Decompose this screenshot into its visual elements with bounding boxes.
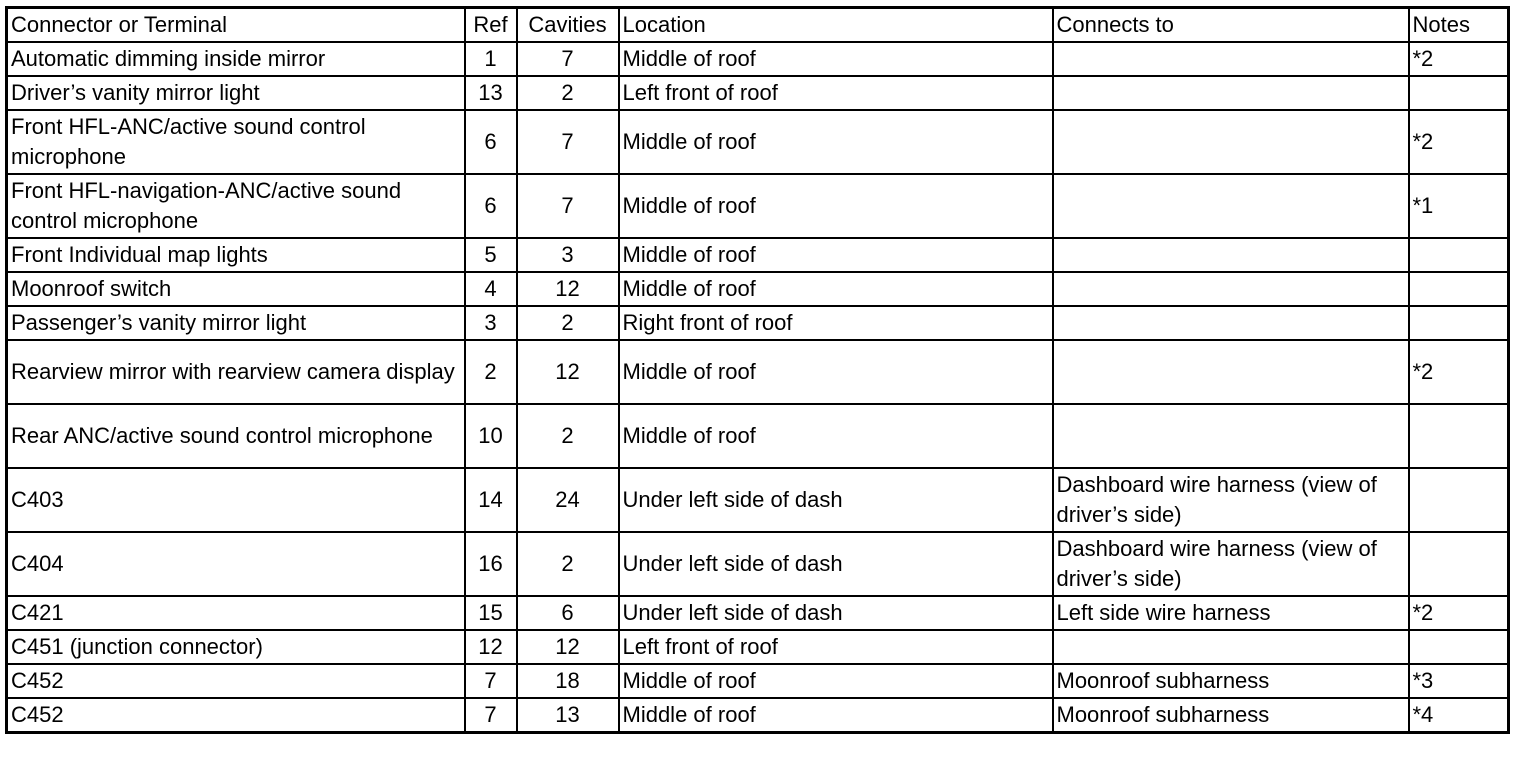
- cell-connector: Passenger’s vanity mirror light: [7, 306, 465, 340]
- cell-ref: 5: [465, 238, 517, 272]
- cell-ref: 2: [465, 340, 517, 404]
- cell-location: Middle of roof: [619, 42, 1053, 76]
- cell-ref: 10: [465, 404, 517, 468]
- cell-cavities: 2: [517, 532, 619, 596]
- table-row: [7, 532, 1509, 596]
- cell-connects-to: [1053, 174, 1409, 238]
- header-location: Location: [619, 8, 1053, 43]
- table-row: [7, 110, 1509, 174]
- cell-connects-to: Moonroof subharness: [1053, 664, 1409, 698]
- header-cavities: Cavities: [517, 8, 619, 43]
- cell-notes: [1409, 468, 1509, 532]
- cell-connector: Front HFL-navigation-ANC/active sound control microphone: [7, 174, 465, 238]
- cell-ref: 12: [465, 630, 517, 664]
- cell-connects-to: Left side wire harness: [1053, 596, 1409, 630]
- table-row: [7, 306, 1509, 340]
- header-notes: Notes: [1409, 8, 1509, 43]
- cell-ref: 13: [465, 76, 517, 110]
- cell-cavities: 6: [517, 596, 619, 630]
- cell-notes: *3: [1409, 664, 1509, 698]
- cell-notes: *1: [1409, 174, 1509, 238]
- cell-connector: C421: [7, 596, 465, 630]
- table-row: [7, 272, 1509, 306]
- cell-connector: Driver’s vanity mirror light: [7, 76, 465, 110]
- cell-connector: Front HFL-ANC/active sound control microphone: [7, 110, 465, 174]
- cell-ref: 3: [465, 306, 517, 340]
- cell-cavities: 13: [517, 698, 619, 733]
- cell-cavities: 18: [517, 664, 619, 698]
- cell-location: Right front of roof: [619, 306, 1053, 340]
- cell-cavities: 2: [517, 76, 619, 110]
- header-row: [7, 8, 1509, 43]
- cell-connector: Rear ANC/active sound control microphone: [7, 404, 465, 468]
- cell-cavities: 2: [517, 404, 619, 468]
- cell-ref: 7: [465, 664, 517, 698]
- cell-notes: [1409, 404, 1509, 468]
- table-row: [7, 76, 1509, 110]
- cell-location: Middle of roof: [619, 174, 1053, 238]
- cell-ref: 14: [465, 468, 517, 532]
- cell-cavities: 7: [517, 42, 619, 76]
- cell-location: Middle of roof: [619, 110, 1053, 174]
- cell-location: Left front of roof: [619, 76, 1053, 110]
- cell-cavities: 12: [517, 630, 619, 664]
- cell-cavities: 12: [517, 272, 619, 306]
- table-row: [7, 404, 1509, 468]
- cell-ref: 16: [465, 532, 517, 596]
- cell-connector: C404: [7, 532, 465, 596]
- cell-connects-to: [1053, 76, 1409, 110]
- cell-notes: [1409, 76, 1509, 110]
- cell-notes: [1409, 306, 1509, 340]
- cell-location: Middle of roof: [619, 238, 1053, 272]
- table-row: [7, 664, 1509, 698]
- cell-location: Middle of roof: [619, 272, 1053, 306]
- cell-location: Under left side of dash: [619, 532, 1053, 596]
- cell-location: Under left side of dash: [619, 596, 1053, 630]
- cell-connects-to: [1053, 110, 1409, 174]
- cell-notes: [1409, 630, 1509, 664]
- cell-location: Middle of roof: [619, 404, 1053, 468]
- cell-connects-to: [1053, 630, 1409, 664]
- cell-ref: 1: [465, 42, 517, 76]
- cell-location: Under left side of dash: [619, 468, 1053, 532]
- cell-location: Middle of roof: [619, 664, 1053, 698]
- cell-connector: C451 (junction connector): [7, 630, 465, 664]
- cell-notes: *2: [1409, 42, 1509, 76]
- connector-table: [5, 6, 1510, 734]
- table-row: [7, 698, 1509, 733]
- cell-connector: Rearview mirror with rearview camera display: [7, 340, 465, 404]
- cell-connects-to: [1053, 42, 1409, 76]
- cell-connects-to: Dashboard wire harness (view of driver’s side): [1053, 468, 1409, 532]
- header-connector: Connector or Terminal: [7, 8, 465, 43]
- cell-ref: 6: [465, 174, 517, 238]
- cell-cavities: 2: [517, 306, 619, 340]
- table-row: [7, 630, 1509, 664]
- cell-connects-to: [1053, 238, 1409, 272]
- cell-connects-to: [1053, 306, 1409, 340]
- cell-cavities: 12: [517, 340, 619, 404]
- table-row: [7, 596, 1509, 630]
- cell-connector: Front Individual map lights: [7, 238, 465, 272]
- cell-connector: C452: [7, 698, 465, 733]
- cell-ref: 7: [465, 698, 517, 733]
- cell-location: Left front of roof: [619, 630, 1053, 664]
- cell-notes: [1409, 272, 1509, 306]
- cell-ref: 4: [465, 272, 517, 306]
- cell-notes: [1409, 238, 1509, 272]
- table-row: [7, 174, 1509, 238]
- cell-location: Middle of roof: [619, 698, 1053, 733]
- cell-connects-to: Dashboard wire harness (view of driver’s side): [1053, 532, 1409, 596]
- cell-connects-to: [1053, 340, 1409, 404]
- table-row: [7, 340, 1509, 404]
- header-ref: Ref: [465, 8, 517, 43]
- cell-connects-to: Moonroof subharness: [1053, 698, 1409, 733]
- table-row: [7, 468, 1509, 532]
- cell-location: Middle of roof: [619, 340, 1053, 404]
- table-row: [7, 238, 1509, 272]
- cell-notes: *2: [1409, 340, 1509, 404]
- cell-connects-to: [1053, 272, 1409, 306]
- cell-ref: 15: [465, 596, 517, 630]
- cell-notes: *2: [1409, 596, 1509, 630]
- cell-connector: Automatic dimming inside mirror: [7, 42, 465, 76]
- cell-connector: C403: [7, 468, 465, 532]
- cell-cavities: 3: [517, 238, 619, 272]
- cell-notes: [1409, 532, 1509, 596]
- cell-connector: Moonroof switch: [7, 272, 465, 306]
- cell-connects-to: [1053, 404, 1409, 468]
- cell-notes: *4: [1409, 698, 1509, 733]
- cell-cavities: 24: [517, 468, 619, 532]
- table-row: [7, 42, 1509, 76]
- cell-cavities: 7: [517, 174, 619, 238]
- cell-notes: *2: [1409, 110, 1509, 174]
- cell-cavities: 7: [517, 110, 619, 174]
- cell-connector: C452: [7, 664, 465, 698]
- header-connects-to: Connects to: [1053, 8, 1409, 43]
- cell-ref: 6: [465, 110, 517, 174]
